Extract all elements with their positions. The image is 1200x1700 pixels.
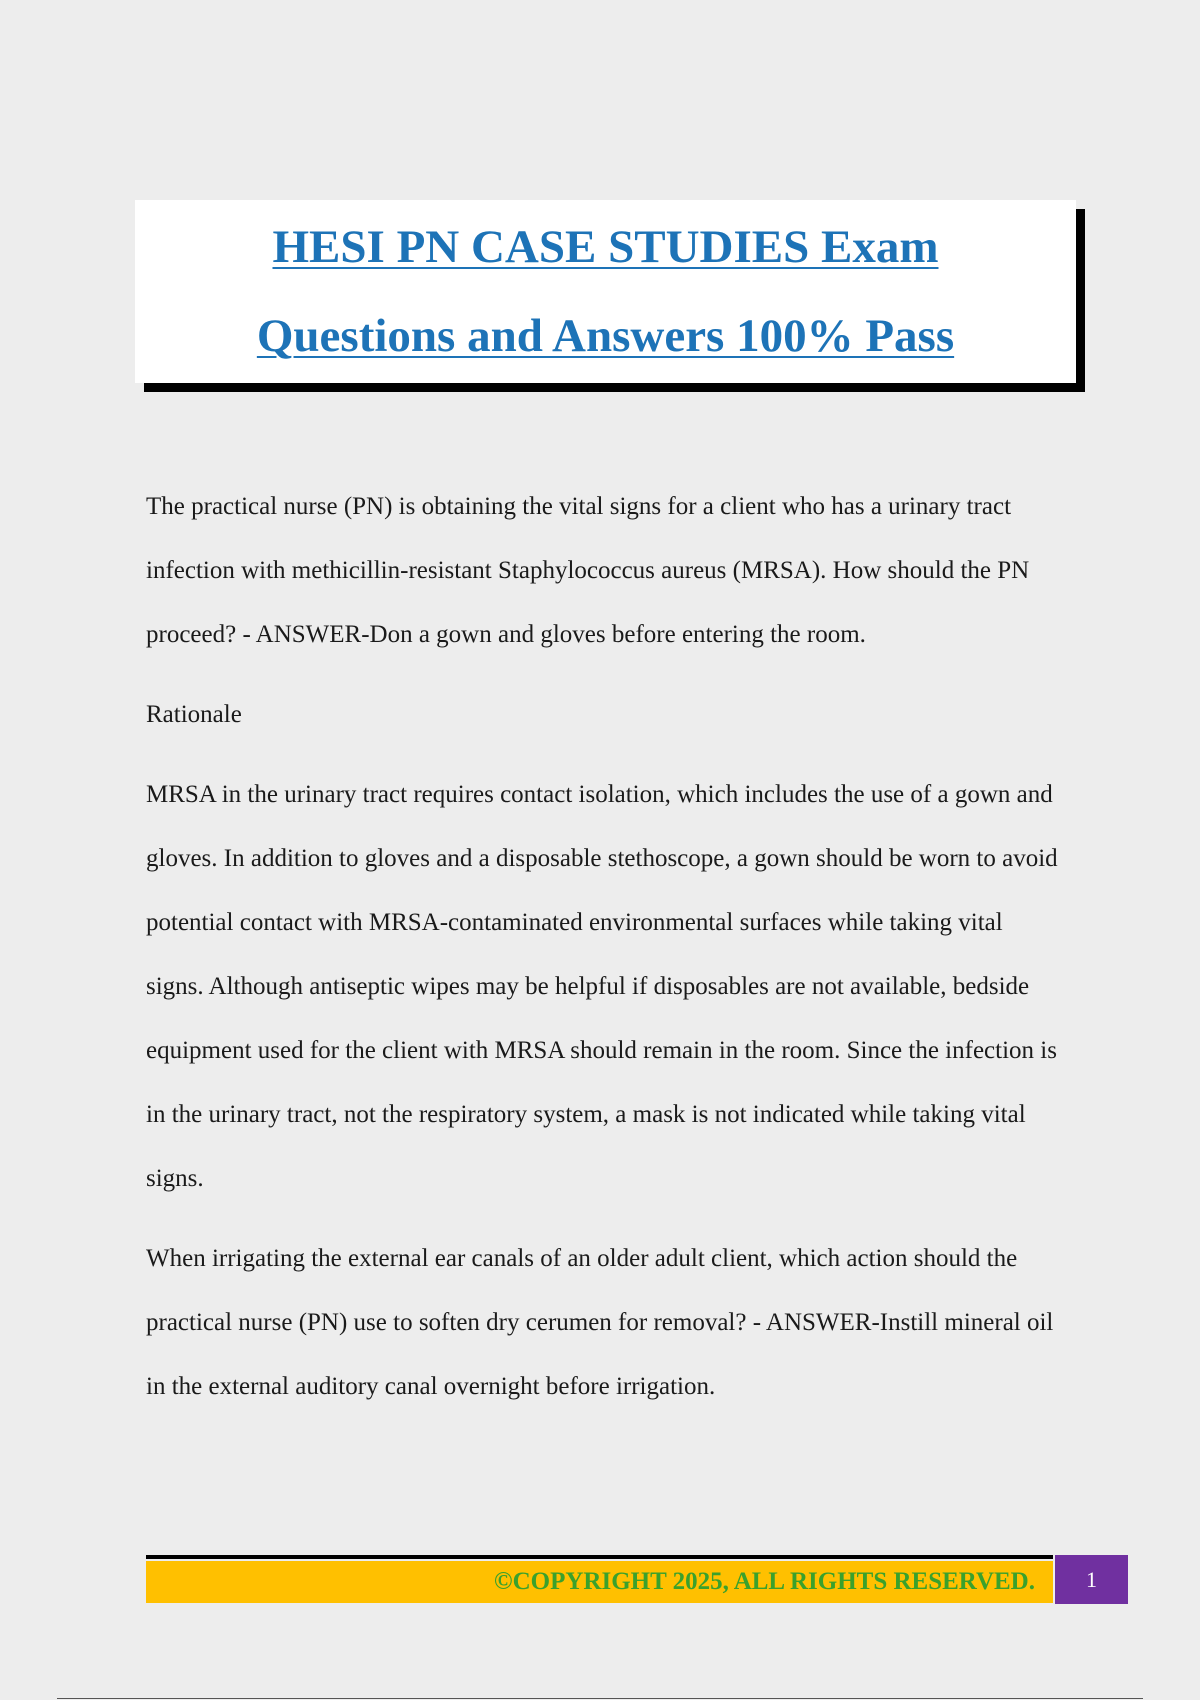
rationale-heading: Rationale	[146, 701, 242, 728]
copyright-text: ©COPYRIGHT 2025, ALL RIGHTS RESERVED.	[493, 1568, 1035, 1595]
copyright-bar	[146, 1561, 1053, 1603]
title-box	[135, 200, 1076, 383]
question-2: When irrigating the external ear canals of an older adult client, which action should the practical nurse (PN) use to soften dry cerumen for removal? - ANSWER-Instill mineral oil in the external auditory canal overnight before irrigation.	[146, 1245, 1054, 1400]
rationale-text: MRSA in the urinary tract requires contact isolation, which includes the use of a gown and gloves. In addition to gloves and a disposable stethoscope, a gown should be worn to avoid potential contact with MRSA-contaminated environmental surfaces while taking vital signs. Although antiseptic wipes may be helpful if disposables are not available, bedside equipment used for the client with MRSA should remain in the room. Since the infection is in the urinary tract, not the respiratory system, a mask is not indicated while taking vital signs.	[146, 781, 1058, 1192]
page-number-box	[1055, 1555, 1128, 1604]
document-body	[146, 475, 1066, 1435]
page-number: 1	[1086, 1566, 1097, 1592]
question-1: The practical nurse (PN) is obtaining the vital signs for a client who has a urinary tract infection with methicillin-resistant Staphylococcus aureus (MRSA). How should the PN proceed? - ANSWER-Don a gown and gloves before entering the room.	[146, 493, 1030, 648]
page-bottom-divider	[57, 1698, 1143, 1699]
footer-divider	[146, 1555, 1053, 1559]
page-title-line-1: HESI PN CASE STUDIES Exam	[272, 220, 939, 273]
page-title-line-2: Questions and Answers 100% Pass	[256, 309, 955, 362]
page-footer	[146, 1555, 1128, 1604]
